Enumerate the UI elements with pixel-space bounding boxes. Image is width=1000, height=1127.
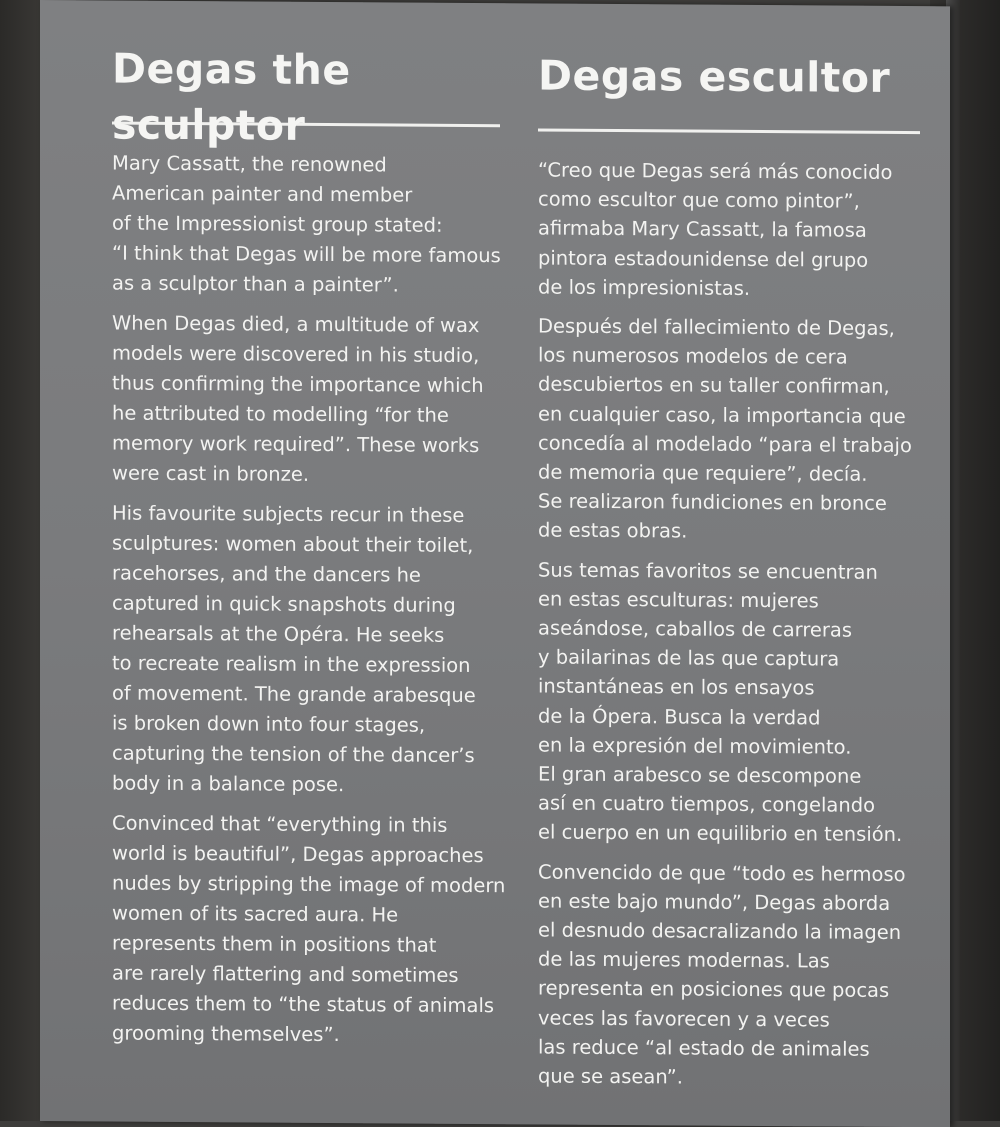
spanish-paragraph-1: “Creo que Degas será más conocido como escultor que como pintor”, afirmaba Mary Cassatt, la famosa pintora estadounidense del grupo de los impresionistas. <box>538 158 893 300</box>
spanish-paragraph-2: Después del fallecimiento de Degas, los numerosos modelos de cera descubiertos en su taller confirman, en cualquier caso, la importancia que concedía al modelado “para el trabajo de memoria que requiere”, decía. Se realizaron fundiciones en bronce de estas obras. <box>538 314 912 543</box>
spanish-paragraph-4: Convencido de que “todo es hermoso en este bajo mundo”, Degas aborda el desnudo desacralizando la imagen de las mujeres modernas. Las representa en posiciones que pocas veces las favorecen y a veces las reduce “al estado de animales que se asean”. <box>538 860 906 1089</box>
museum-label-panel <box>40 0 950 1127</box>
english-paragraph-2: When Degas died, a multitude of wax models were discovered in his studio, thus confirming the importance which he attributed to modelling “for the memory work required”. These works were cast in bronze. <box>112 311 484 486</box>
english-paragraph-1: Mary Cassatt, the renowned American painter and member of the Impressionist group stated: “I think that Degas will be more famous as a sculptor than a painter”. <box>112 151 501 297</box>
english-title: Degas the sculptor <box>112 44 351 150</box>
english-paragraph-4: Convinced that “everything in this world is beautiful”, Degas approaches nudes by stripping the image of modern women of its sacred aura. He represents them in positions that are rarely flattering and sometimes reduces them to “the status of animals grooming themselves”. <box>112 811 506 1047</box>
spanish-column <box>538 47 948 1103</box>
spanish-title-rule <box>538 128 920 134</box>
english-column <box>112 41 512 1062</box>
spanish-title: Degas escultor <box>538 51 891 102</box>
spanish-paragraph-3: Sus temas favoritos se encuentran en estas esculturas: mujeres aseándose, caballos de carreras y bailarinas de las que captura instantáneas en los ensayos de la Ópera. Busca la verdad en la expresión del movimiento. El gran arabesco se descompone así en cuatro tiempos, congelando el cuerpo en un equilibrio en tensión. <box>538 558 903 847</box>
english-paragraph-3: His favourite subjects recur in these sculptures: women about their toilet, racehorses, and the dancers he captured in quick snapshots during rehearsals at the Opéra. He seeks to recreate realism in the expression of movement. The grande arabesque is broken down into four stages, capturing the tension of the dancer’s body in a balance pose. <box>112 501 476 797</box>
